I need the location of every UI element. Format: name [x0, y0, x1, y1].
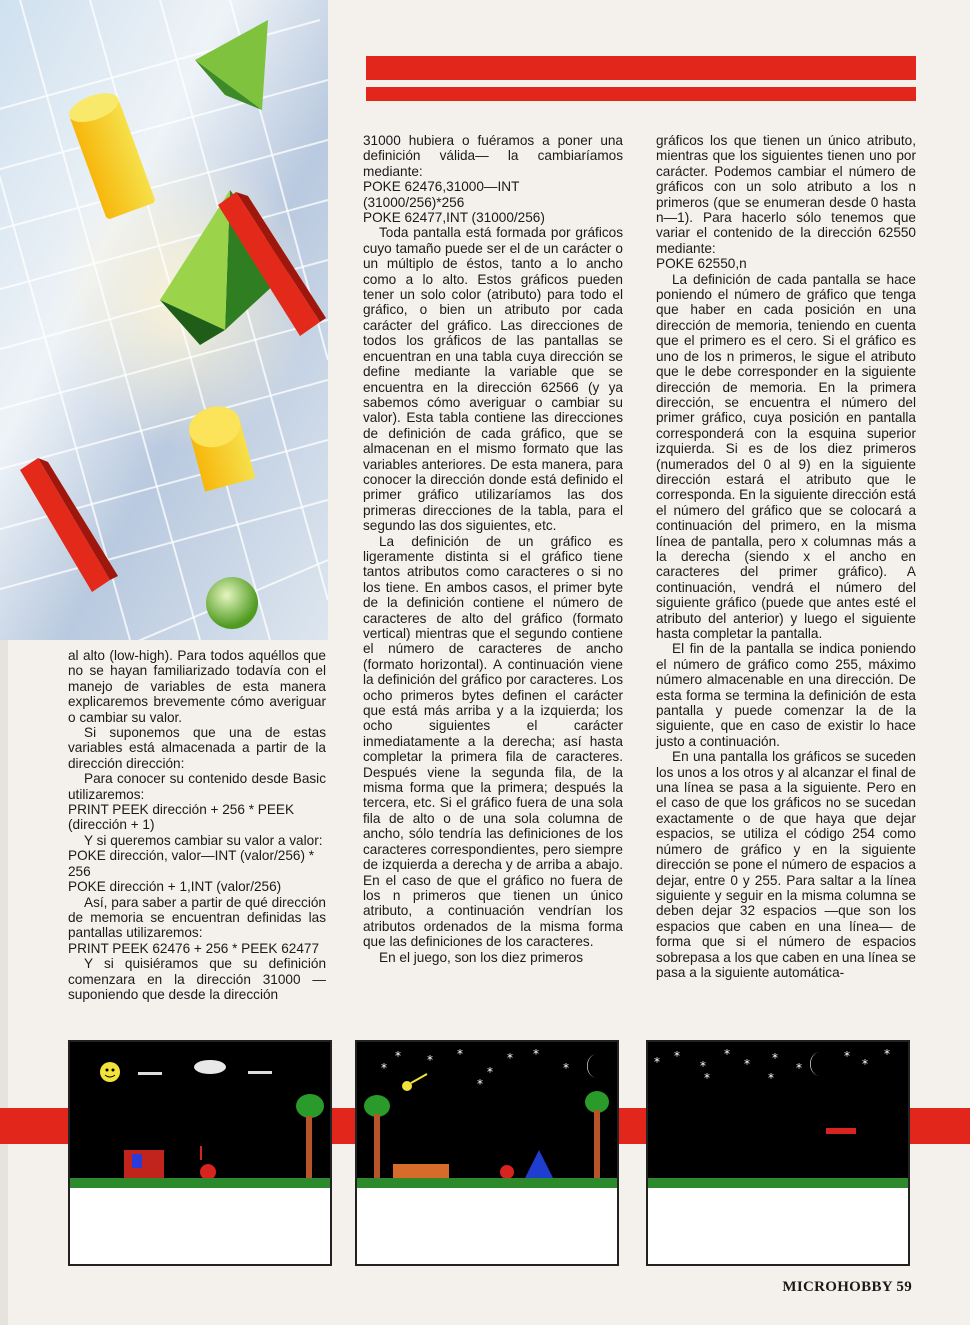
paragraph: Así, para saber a partir de qué dirección de memoria se encuentran definidas las pantallas utilizaremos:: [68, 894, 326, 941]
svg-text:*: *: [395, 1049, 401, 1063]
text-column-right: [656, 133, 916, 980]
paragraph: La definición de cada pantalla se hace poniendo el número de gráfico que tenga que haber en cada posición en una dirección de memoria, teniendo en cuenta que el primero es el cero. Si el gráfico es uno de los n primeros, le sigue el atributo que le debe corresponder en la siguiente dirección de memoria. En la primera dirección, se encuentra el número del primer gráfico, cuya posición en pantalla corresponderá con la esquina superior izquierda. Si es de los diez primeros (numerados del 0 al 9) en la siguiente dirección estará el atributo que le corresponda. En la siguiente dirección está el número del gráfico que se colocará a continuación del primero, en la misma línea de pantalla, pero x columnas más a la derecha (siendo x el ancho en caracteres del primer gráfico). A continuación, vendrá el número del siguiente gráfico (puede que antes esté el atributo del anterior) y luego el siguiente hasta completar la pantalla.: [656, 271, 916, 641]
svg-text:*: *: [704, 1071, 710, 1085]
paragraph: Y si quisiéramos que su definición comenzara en la dirección 31000 —suponiendo que desde la dirección: [68, 956, 326, 1002]
code-line: POKE 62477,INT (31000/256): [363, 210, 545, 226]
header-red-bar-top: [366, 56, 916, 80]
header-red-bar-bottom: [366, 87, 916, 101]
paragraph: Toda pantalla está formada por gráficos cuyo tamaño puede ser el de un carácter o un múltiplo de éstos, tanto a lo ancho como a lo alto. Estos gráficos pueden tener un solo color (atributo) para todo el gráfico, o bien un atributo por cada carácter del gráfico. Las direcciones de todos los gráficos de las pantallas se encuentran en una tabla cuya dirección se define mediante la variable que se encuentra en la dirección 62566 (y ya sabemos cómo averiguar o cambiar su valor). Esta tabla contiene las direcciones de definición de cada gráfico, que se almacenan en el mismo formato que las variables anteriores. De esta manera, para conocer la dirección donde está definido el primer gráfico utilizaríamos las dos primeras direcciones de la tabla, para el segundo las dos siguientes, etc.: [363, 225, 623, 534]
game-screenshot-3: [646, 1040, 910, 1266]
page-gutter: [0, 640, 8, 1325]
paragraph: Y si queremos cambiar su valor a valor:: [84, 832, 323, 848]
svg-text:*: *: [533, 1047, 539, 1061]
svg-text:*: *: [457, 1047, 463, 1061]
svg-text:*: *: [381, 1061, 387, 1075]
paragraph: 31000 hubiera o fuéramos a poner una definición válida— la cambiaríamos mediante:: [363, 133, 623, 179]
paragraph: La definición de un gráfico es ligeramente distinta si el gráfico tiene tantos atributos como caracteres o si no los tiene. En ambos casos, el primer byte de la definición contiene el número de caracteres de alto del gráfico (formato vertical) mientras que el segundo contiene el número de caracteres de ancho (formato horizontal). A continuación viene la definición del gráfico por caracteres. Los ocho primeros bytes definen el carácter que está más arriba y a la izquierda; los ocho siguientes el carácter inmediatamente a la derecha; así hasta completar la primera fila de caracteres. Después viene la segunda fila, de la misma forma que la primera; después la tercera, etc. Si el gráfico fuera de una sola fila de alto o de una sola columna de ancho, sólo tendría las definiciones de los caracteres correspondientes, pero siempre de izquierda a derecha y de arriba a abajo. En el caso de que el gráfico no fuera de los n primeros que tienen un único atributo, a continuación vendrían los atributos ordenados de la misma forma que las definiciones de los caracteres.: [363, 533, 623, 950]
magazine-name: MICROHOBBY: [782, 1279, 893, 1295]
svg-text:*: *: [674, 1049, 680, 1063]
code-line: POKE dirección + 1,INT (valor/256): [68, 879, 282, 895]
svg-text:*: *: [477, 1077, 483, 1091]
svg-text:*: *: [844, 1049, 850, 1063]
page-footer: [782, 1279, 912, 1296]
svg-text:*: *: [772, 1051, 778, 1065]
svg-text:*: *: [507, 1051, 513, 1065]
paragraph: En una pantalla los gráficos se suceden los unos a los otros y al alcanzar el final de una línea se pasa a la siguiente. Pero en el caso de que los gráficos no se sucedan exactamente o de que haya que dejar espacios, se utiliza el código 254 como número de gráfico y en la siguiente dirección se pone el número de espacios a dejar, entre 0 y 255. Para saltar a la línea siguiente y seguir en la misma columna se deben dejar 32 espacios —que son los espacios que caben en una línea— de forma que si el número de espacios sobrepasa a los que caben en una línea se pasa a la siguiente automática-: [656, 749, 916, 980]
game-screenshot-1: [68, 1040, 332, 1266]
text-column-left: [68, 648, 326, 1002]
paragraph: Si suponemos que una de estas variables está almacenada a partir de la dirección dirección:: [68, 725, 326, 771]
svg-text:*: *: [862, 1057, 868, 1071]
code-line: PRINT PEEK 62476 + 256 * PEEK 62477: [68, 940, 320, 956]
paragraph: Para conocer su contenido desde Basic utilizaremos:: [68, 771, 326, 802]
code-line: POKE dirección, valor—INT (valor/256) * 256: [68, 848, 315, 879]
game-screenshot-2: [355, 1040, 619, 1266]
decorative-illustration: [0, 0, 328, 640]
svg-text:*: *: [563, 1061, 569, 1075]
paragraph: al alto (low-high). Para todos aquéllos que no se hayan familiarizado todavía con el manejo de variables de esta manera explicaremos brevemente cómo averiguar o cambiar su valor.: [68, 648, 326, 725]
code-line: PRINT PEEK dirección + 256 * PEEK (dirección + 1): [68, 802, 295, 833]
paragraph: En el juego, son los diez primeros: [379, 949, 584, 965]
svg-text:*: *: [744, 1057, 750, 1071]
code-line: POKE 62550,n: [656, 256, 747, 272]
svg-text:*: *: [884, 1047, 890, 1061]
svg-text:*: *: [700, 1059, 706, 1073]
svg-text:*: *: [768, 1071, 774, 1085]
page-number: 59: [896, 1279, 912, 1295]
svg-text:*: *: [654, 1055, 660, 1069]
svg-text:*: *: [796, 1061, 802, 1075]
svg-text:*: *: [427, 1053, 433, 1067]
svg-text:*: *: [487, 1065, 493, 1079]
svg-text:*: *: [724, 1047, 730, 1061]
paragraph: El fin de la pantalla se indica poniendo el número de gráfico como 255, máximo número almacenable en una dirección. De esta forma se termina la definición de esta pantalla y puede comenzar la de la siguiente, que en caso de existir lo hace justo a continuación.: [656, 641, 916, 749]
paragraph: gráficos los que tienen un único atributo, mientras que los siguientes tienen uno por carácter. Podemos cambiar el número de gráficos con un solo atributo a los n primeros (que se enumeran desde 0 hasta n—1). Para hacerlo sólo tenemos que variar el contenido de la dirección 62550 mediante:: [656, 133, 916, 256]
code-line: POKE 62476,31000—INT (31000/256)*256: [363, 179, 520, 210]
text-column-middle: [363, 133, 623, 965]
